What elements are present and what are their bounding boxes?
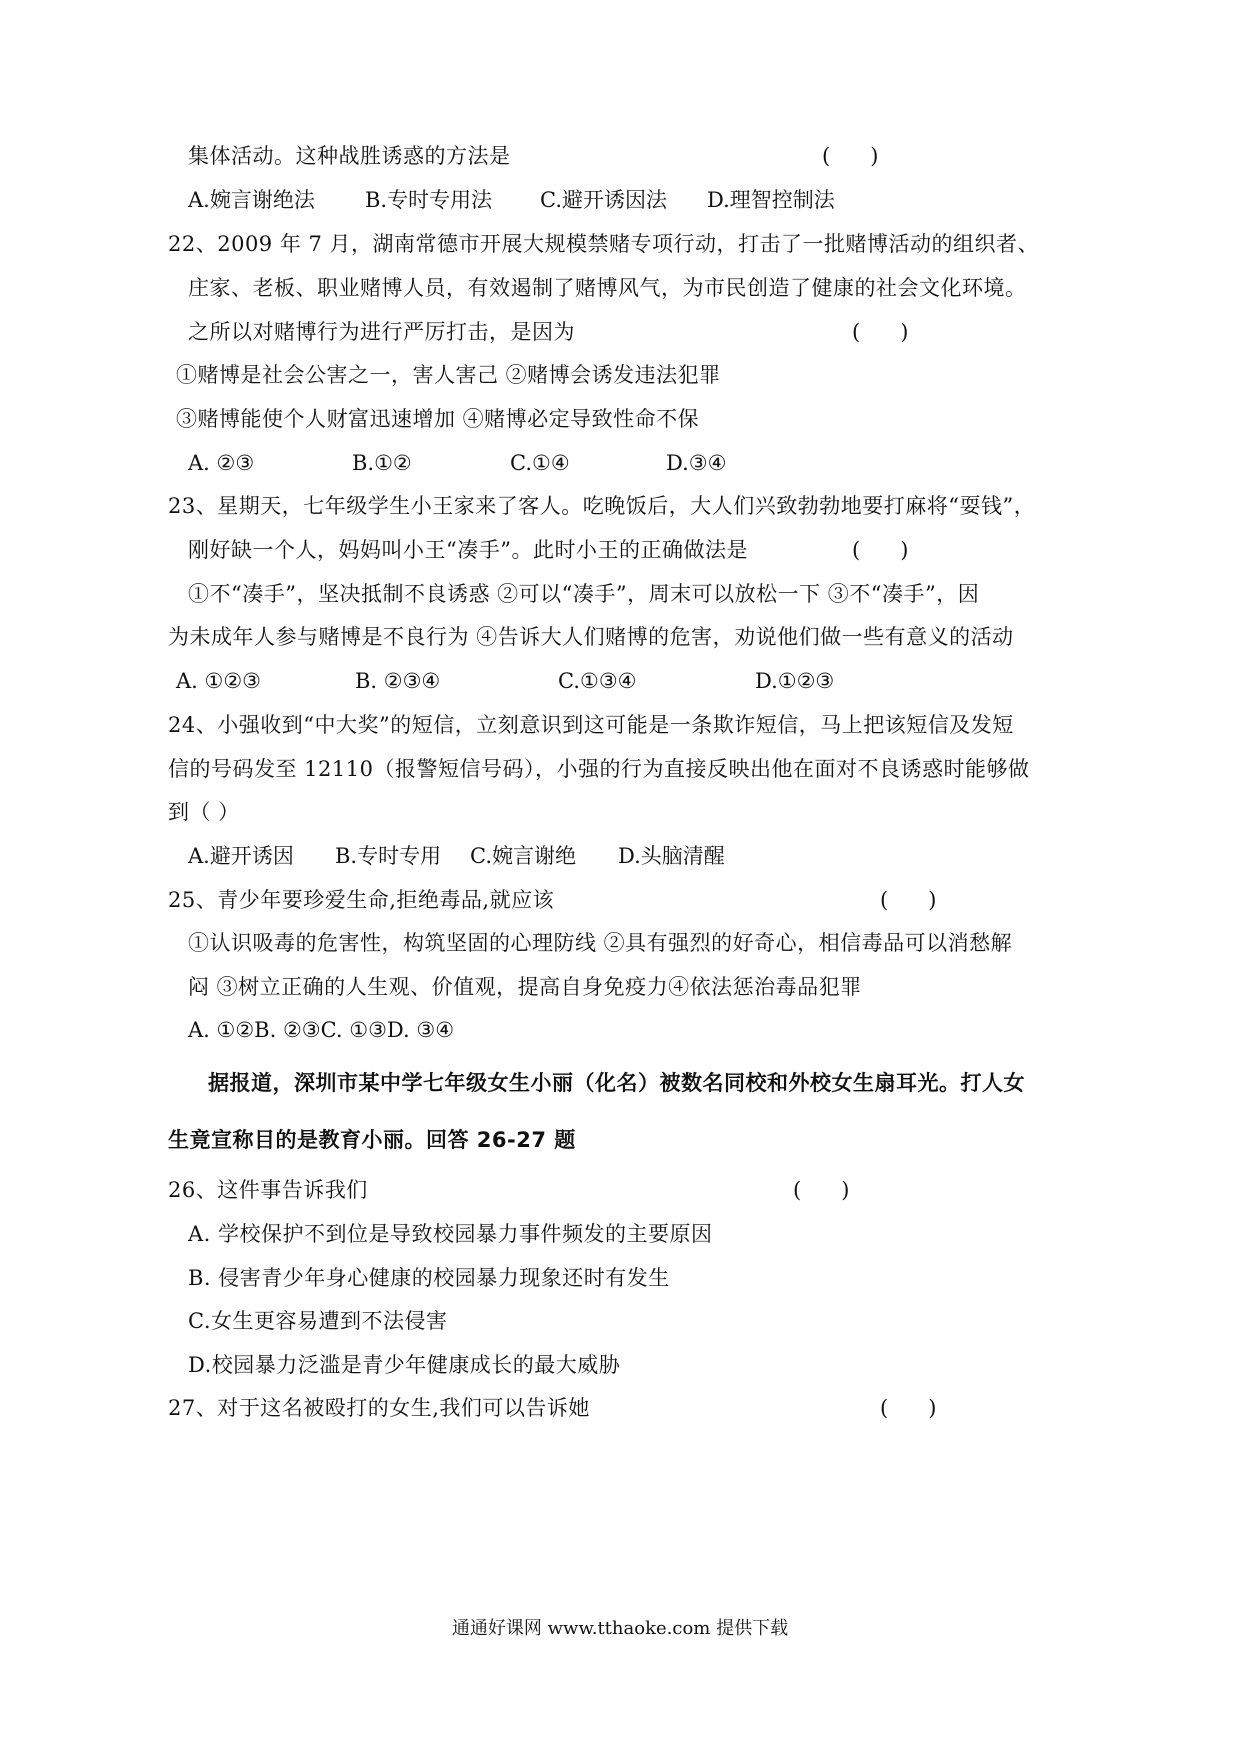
q21-option-c: C.避开诱因法	[540, 188, 667, 212]
q22-items-line1: ①赌博是社会公害之一，害人害己 ②赌博会诱发违法犯罪	[176, 363, 721, 387]
q27-answer-paren: ( )	[880, 1396, 937, 1420]
page-footer: 通通好课网 www.tthaoke.com 提供下载	[451, 1618, 789, 1639]
q26-stem: 26、这件事告诉我们	[168, 1178, 368, 1202]
q26-option-a: A. 学校保护不到位是导致校园暴力事件频发的主要原因	[188, 1222, 713, 1246]
q23-option-c: C.①③④	[558, 669, 637, 693]
q25-items-line1: ①认识吸毒的危害性，构筑坚固的心理防线 ②具有强烈的好奇心，相信毒品可以消愁解	[188, 931, 1013, 955]
q22-stem-line2: 庄家、老板、职业赌博人员，有效遏制了赌博风气，为市民创造了健康的社会文化环境。	[188, 276, 1027, 300]
q24-stem-line2: 信的号码发至 12110（报警短信号码），小强的行为直接反映出他在面对不良诱惑时能够做	[168, 757, 1030, 781]
q25-items-line2: 闷 ③树立正确的人生观、价值观，提高自身免疫力④依法惩治毒品犯罪	[188, 975, 862, 999]
q24-stem-line1: 24、小强收到“中大奖”的短信，立刻意识到这可能是一条欺诈短信，马上把该短信及发短	[168, 713, 1014, 737]
passage-line2: 生竟宣称目的是教育小丽。回答 26-27 题	[168, 1128, 576, 1152]
q24-option-c: C.婉言谢绝	[470, 844, 576, 868]
q24-option-a: A.避开诱因	[188, 844, 294, 868]
q23-items-line1: ①不“凑手”，坚决抵制不良诱惑 ②可以“凑手”，周末可以放松一下 ③不“凑手”，因	[188, 582, 980, 606]
q23-option-d: D.①②③	[755, 669, 835, 693]
q22-option-b: B.①②	[352, 451, 412, 475]
q22-option-a: A. ②③	[188, 451, 255, 475]
q23-stem-line2: 刚好缺一个人，妈妈叫小王“凑手”。此时小王的正确做法是	[188, 538, 748, 562]
q22-stem-line3: 之所以对赌博行为进行严厉打击，是因为	[188, 320, 575, 344]
q22-items-line2: ③赌博能使个人财富迅速增加 ④赌博必定导致性命不保	[176, 407, 700, 431]
q23-answer-paren: ( )	[852, 538, 909, 562]
q25-options: A. ①②B. ②③C. ①③D. ③④	[188, 1018, 455, 1042]
q21-option-a: A.婉言谢绝法	[188, 188, 315, 212]
q24-option-d: D.头脑清醒	[618, 844, 725, 868]
q23-items-line2: 为未成年人参与赌博是不良行为 ④告诉大人们赌博的危害，劝说他们做一些有意义的活动	[168, 625, 1014, 649]
passage-line1: 据报道，深圳市某中学七年级女生小丽（化名）被数名同校和外校女生扇耳光。打人女	[208, 1071, 1025, 1095]
q26-option-c: C.女生更容易遭到不法侵害	[188, 1309, 448, 1333]
q21-answer-paren: ( )	[822, 144, 879, 168]
q26-option-d: D.校园暴力泛滥是青少年健康成长的最大威胁	[188, 1353, 621, 1377]
q23-stem-line1: 23、星期天，七年级学生小王家来了客人。吃晚饭后，大人们兴致勃勃地要打麻将“耍钱”，	[168, 494, 1036, 518]
q24-option-b: B.专时专用	[335, 844, 442, 868]
q26-answer-paren: ( )	[793, 1178, 850, 1202]
q22-option-c: C.①④	[510, 451, 570, 475]
q23-option-b: B. ②③④	[355, 669, 441, 693]
q24-stem-line3: 到（ ）	[168, 800, 240, 824]
q23-option-a: A. ①②③	[176, 669, 261, 693]
q26-option-b: B. 侵害青少年身心健康的校园暴力现象还时有发生	[188, 1266, 670, 1290]
q21-option-d: D.理智控制法	[707, 188, 835, 212]
q25-stem: 25、青少年要珍爱生命,拒绝毒品,就应该	[168, 888, 555, 912]
q22-answer-paren: ( )	[852, 320, 909, 344]
q21-stem: 集体活动。这种战胜诱惑的方法是	[188, 144, 511, 168]
q22-stem-line1: 22、2009 年 7 月，湖南常德市开展大规模禁赌专项行动，打击了一批赌博活动的组织者、	[168, 232, 1040, 256]
q22-option-d: D.③④	[666, 451, 727, 475]
q27-stem: 27、对于这名被殴打的女生,我们可以告诉她	[168, 1396, 590, 1420]
q21-option-b: B.专时专用法	[365, 188, 493, 212]
q25-answer-paren: ( )	[880, 888, 937, 912]
